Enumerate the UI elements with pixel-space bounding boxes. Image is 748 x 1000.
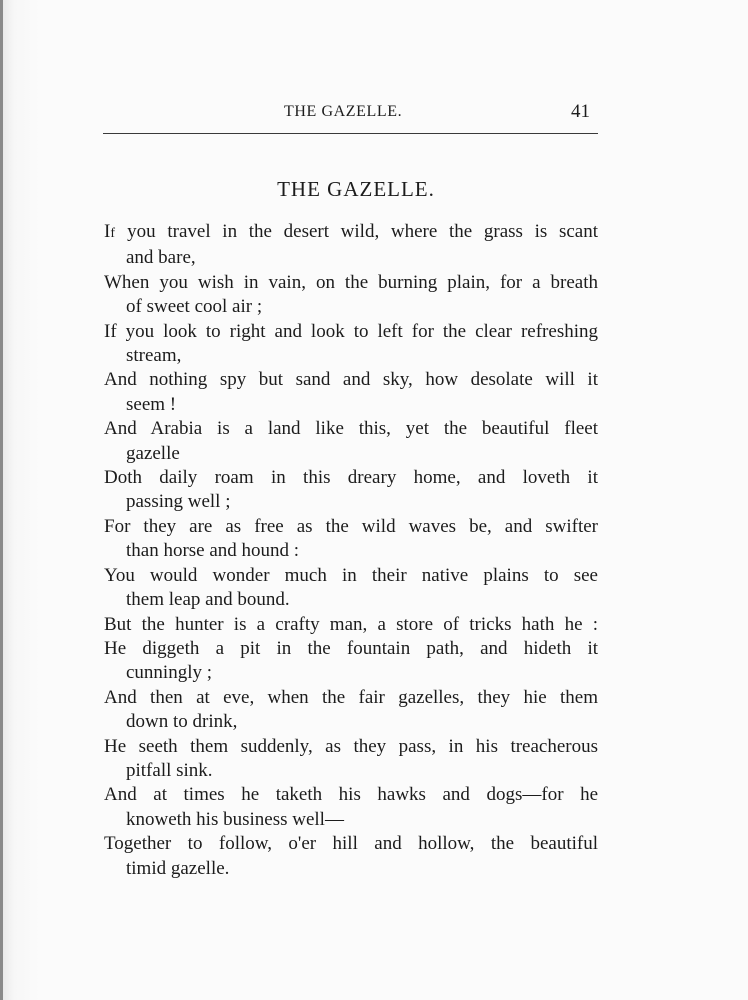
poem-body <box>104 220 598 881</box>
poem-line: Together to follow, o'er hill and hollow, the beautiful <box>104 833 598 855</box>
poem-line-continuation: of sweet cool air ; <box>126 296 263 318</box>
poem-line-continuation: and bare, <box>126 247 196 269</box>
poem-line-continuation: them leap and bound. <box>126 589 290 611</box>
poem-line: And Arabia is a land like this, yet the beautiful fleet <box>104 418 598 440</box>
poem-line: And at times he taketh his hawks and dogs—for he <box>104 784 598 806</box>
poem-line-continuation: seem ! <box>126 393 177 415</box>
poem-line-continuation: gazelle <box>126 442 180 464</box>
poem-line: When you wish in vain, on the burning plain, for a breath <box>104 271 598 293</box>
poem-line-continuation: down to drink, <box>126 711 238 733</box>
poem-line-continuation: passing well ; <box>126 491 231 513</box>
poem-line: But the hunter is a crafty man, a store of tricks hath he : <box>104 613 598 635</box>
header-rule <box>103 133 598 134</box>
poem-line: For they are as free as the wild waves be, and swifter <box>104 515 598 537</box>
poem-line-continuation: timid gazelle. <box>126 857 230 879</box>
poem-line: And nothing spy but sand and sky, how desolate will it <box>104 369 598 391</box>
running-head: THE GAZELLE. <box>284 103 403 120</box>
poem-line-text: you travel in the desert wild, where the grass is scant <box>115 221 598 242</box>
poem-line <box>104 220 598 246</box>
poem-line: You would wonder much in their native plains to see <box>104 564 598 586</box>
small-caps-initial: f <box>110 226 116 241</box>
poem-line: Doth daily roam in this dreary home, and loveth it <box>104 467 598 489</box>
page-binding-edge <box>0 0 3 1000</box>
poem-line-continuation: stream, <box>126 345 182 367</box>
poem-line-continuation: knoweth his business well— <box>126 808 344 830</box>
poem-line-continuation: than horse and hound : <box>126 540 300 562</box>
poem-title: THE GAZELLE. <box>277 177 435 201</box>
poem-line-continuation: pitfall sink. <box>126 759 213 781</box>
poem-line-continuation: cunningly ; <box>126 662 213 684</box>
poem-line: He diggeth a pit in the fountain path, and hideth it <box>104 637 598 659</box>
poem-line: If you look to right and look to left for the clear refreshing <box>104 320 598 342</box>
poem-line: He seeth them suddenly, as they pass, in his treacherous <box>104 735 598 757</box>
drop-initial: I <box>104 221 111 242</box>
page-number: 41 <box>571 101 590 122</box>
poem-line: And then at eve, when the fair gazelles, they hie them <box>104 686 598 708</box>
